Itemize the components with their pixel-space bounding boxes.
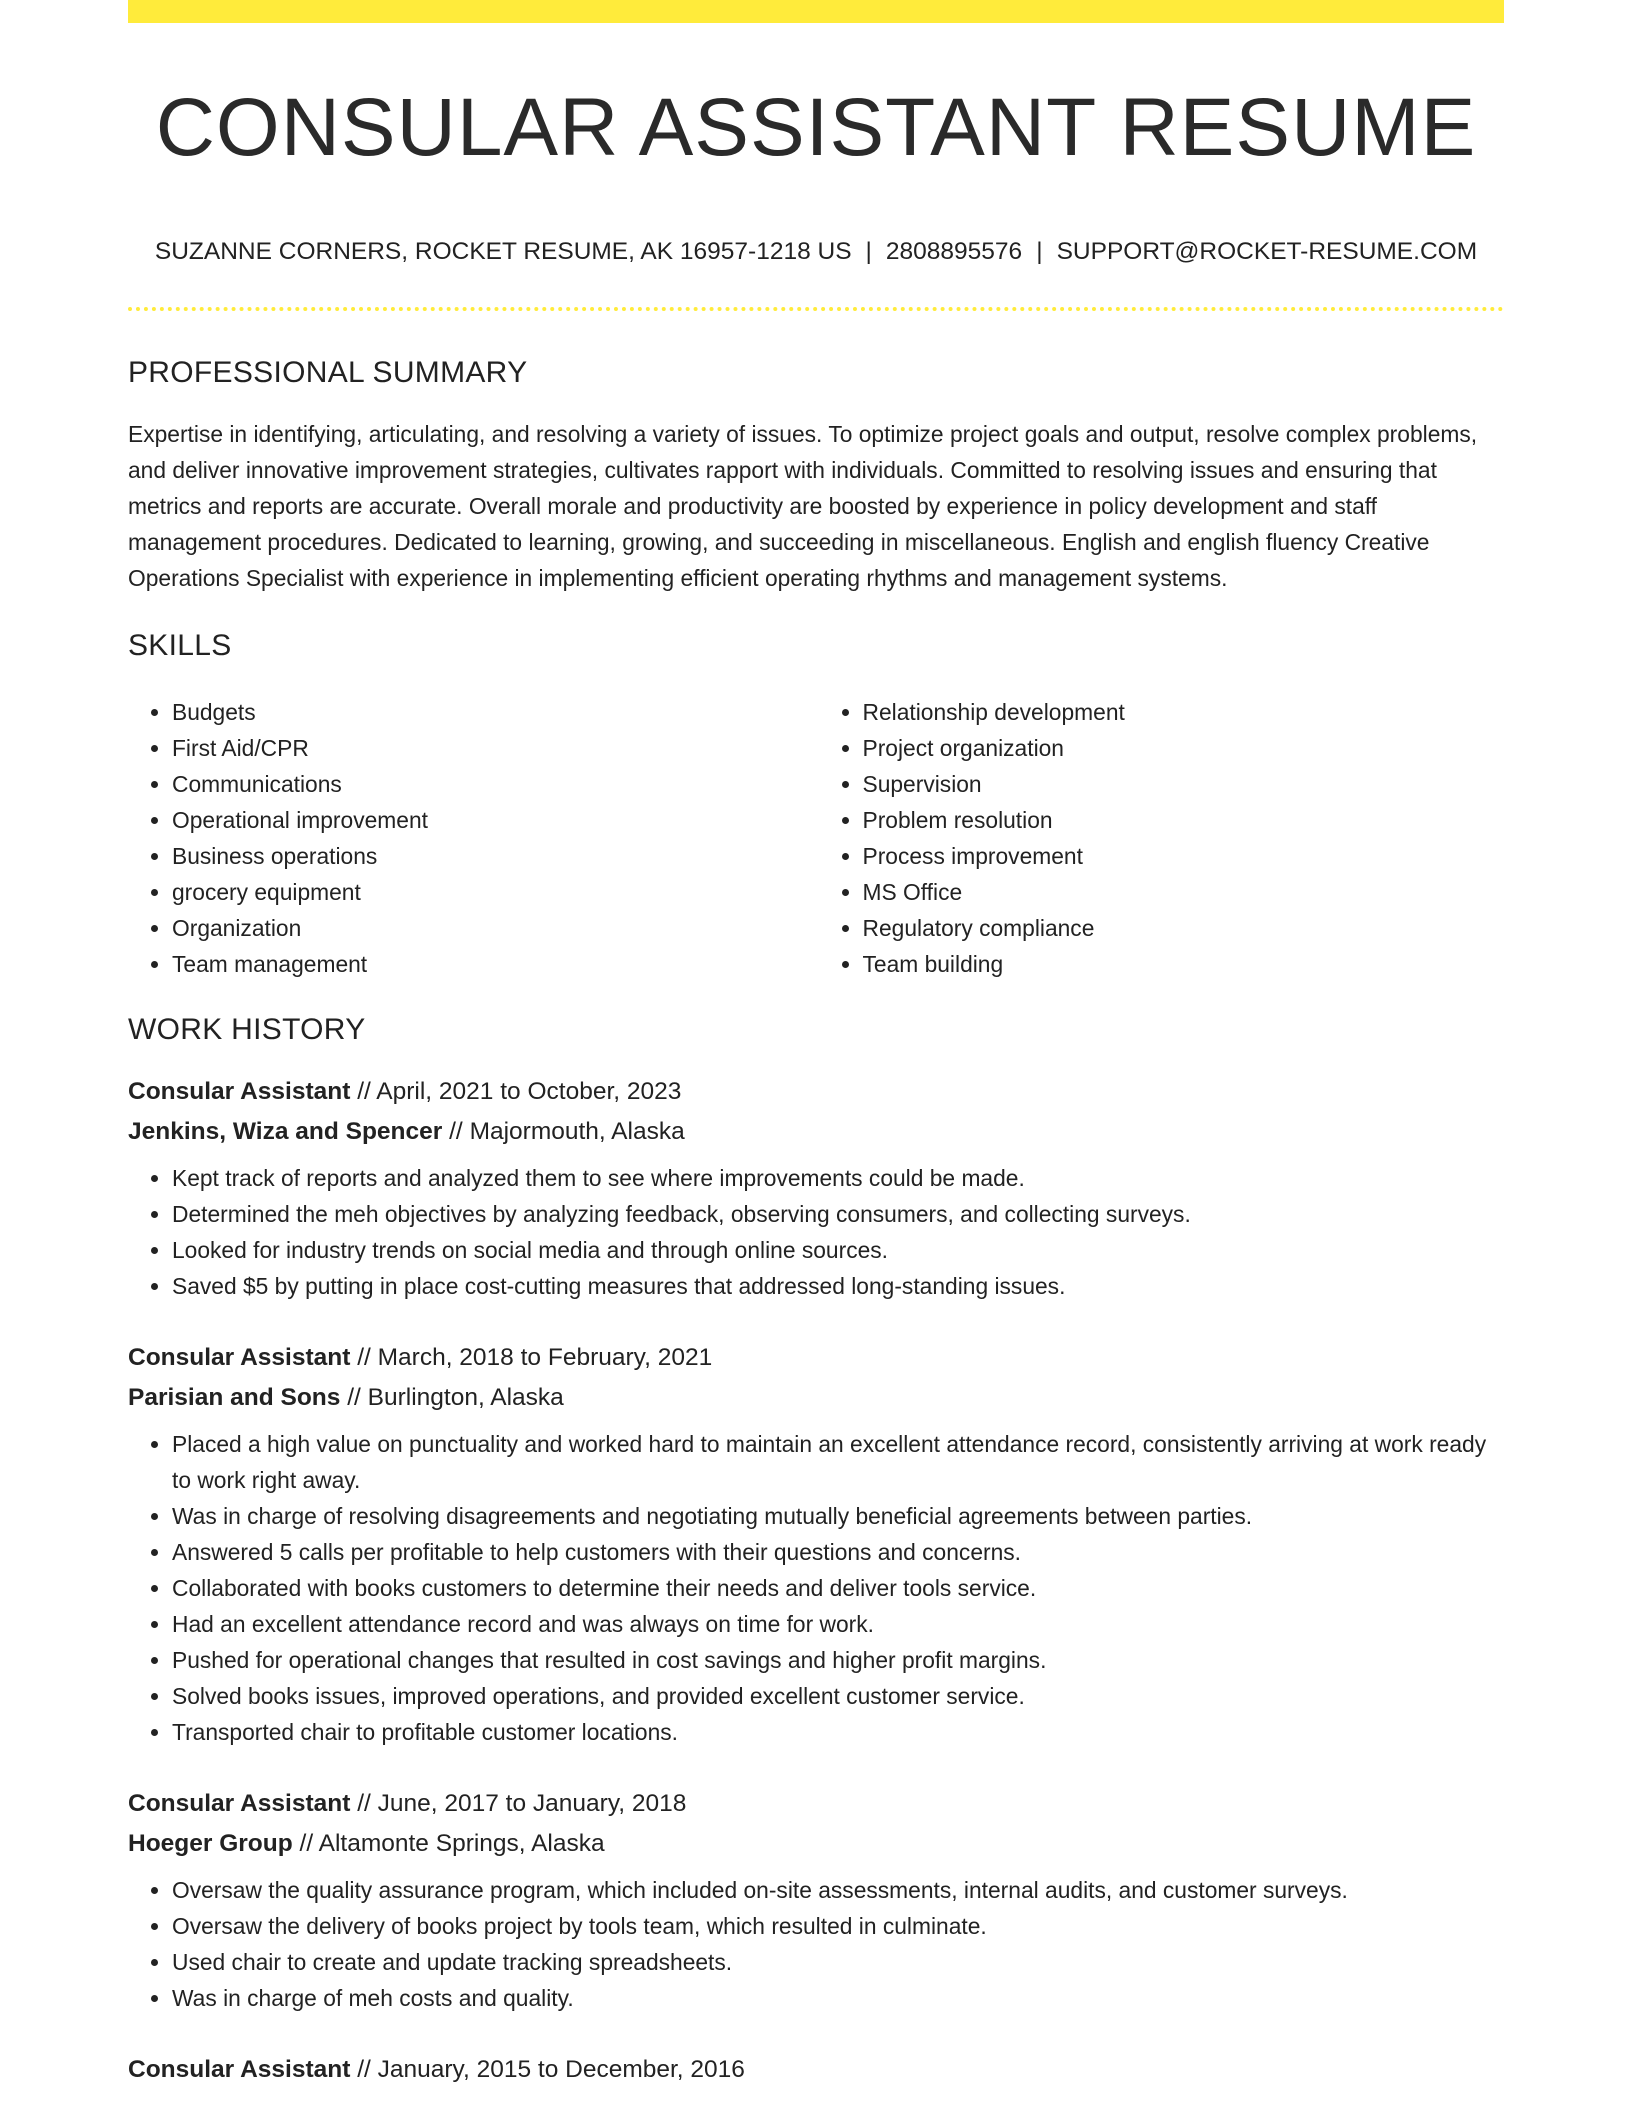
skills-right-list — [814, 694, 1505, 982]
skill-item: • Process improvement — [863, 838, 1505, 874]
skill-item: • grocery equipment — [172, 874, 814, 910]
contact-separator: | — [1036, 238, 1043, 265]
job-bullets — [128, 1872, 1504, 2016]
job-entry — [128, 1784, 1504, 2016]
skills-columns — [128, 694, 1504, 982]
skill-item: • Budgets — [172, 694, 814, 730]
job-title-line — [128, 1072, 1504, 1112]
summary-heading: PROFESSIONAL SUMMARY — [128, 356, 528, 390]
skill-item: • Regulatory compliance — [863, 910, 1505, 946]
job-bullet: • Determined the meh objectives by analyzing feedback, observing consumers, and collecting surveys. — [172, 1196, 1504, 1232]
job-separator: // — [449, 1118, 463, 1146]
job-title-line — [128, 1338, 1504, 1378]
job-separator: // — [347, 1384, 361, 1412]
contact-phone: 2808895576 — [885, 238, 1023, 265]
job-bullet: • Oversaw the delivery of books project by tools team, which resulted in culminate. — [172, 1908, 1504, 1944]
contact-address: SUZANNE CORNERS, ROCKET RESUME, AK 16957-1218 US — [154, 238, 852, 265]
job-bullet: • Solved books issues, improved operations, and provided excellent customer service. — [172, 1678, 1504, 1714]
job-bullet: • Used chair to create and update tracking spreadsheets. — [172, 1944, 1504, 1980]
skill-item: • Relationship development — [863, 694, 1505, 730]
skills-heading: SKILLS — [128, 629, 232, 663]
job-company: Hoeger Group — [128, 1830, 293, 1858]
job-location: Majormouth, Alaska — [469, 1118, 685, 1146]
job-bullet: • Oversaw the quality assurance program, which included on-site assessments, internal audits, and customer surveys. — [172, 1872, 1504, 1908]
skill-item: • Problem resolution — [863, 802, 1505, 838]
dotted-divider — [128, 307, 1504, 311]
top-accent-bar — [128, 0, 1504, 23]
job-company-line — [128, 1112, 1504, 1152]
job-bullet: • Looked for industry trends on social media and through online sources. — [172, 1232, 1504, 1268]
skill-item: • Communications — [172, 766, 814, 802]
job-bullet: • Kept track of reports and analyzed them to see where improvements could be made. — [172, 1160, 1504, 1196]
job-separator: // — [357, 2056, 371, 2084]
job-company: Jenkins, Wiza and Spencer — [128, 1118, 443, 1146]
job-title: Consular Assistant — [128, 1790, 351, 1818]
job-separator: // — [357, 1790, 371, 1818]
job-bullets — [128, 1160, 1504, 1304]
job-bullet: • Pushed for operational changes that resulted in cost savings and higher profit margins. — [172, 1642, 1504, 1678]
job-bullets — [128, 1426, 1504, 1750]
skill-item: • MS Office — [863, 874, 1505, 910]
skill-item: • Business operations — [172, 838, 814, 874]
job-bullet: • Answered 5 calls per profitable to help customers with their questions and concerns. — [172, 1534, 1504, 1570]
job-dates: June, 2017 to January, 2018 — [377, 1790, 687, 1818]
skill-item: • Team building — [863, 946, 1505, 982]
job-entry — [128, 1072, 1504, 1304]
job-bullet: • Transported chair to profitable customer locations. — [172, 1714, 1504, 1750]
job-title-line — [128, 2050, 1504, 2090]
job-location: Altamonte Springs, Alaska — [318, 1830, 605, 1858]
job-company-line — [128, 1824, 1504, 1864]
job-bullet: • Placed a high value on punctuality and worked hard to maintain an excellent attendance record, consistently arriving at work ready to work right away. — [172, 1426, 1504, 1498]
job-company: Parisian and Sons — [128, 1384, 341, 1412]
job-bullet: • Was in charge of resolving disagreements and negotiating mutually beneficial agreements between parties. — [172, 1498, 1504, 1534]
job-location: Burlington, Alaska — [367, 1384, 564, 1412]
job-company-line — [128, 1378, 1504, 1418]
work-heading: WORK HISTORY — [128, 1013, 366, 1047]
job-bullet: • Had an excellent attendance record and was always on time for work. — [172, 1606, 1504, 1642]
skills-left-list — [128, 694, 814, 982]
professional-summary-section — [128, 355, 1504, 596]
job-bullet: • Collaborated with books customers to determine their needs and deliver tools service. — [172, 1570, 1504, 1606]
job-title: Consular Assistant — [128, 1078, 351, 1106]
summary-text: Expertise in identifying, articulating, and resolving a variety of issues. To optimize project goals and output, resolve complex problems, and deliver innovative improvement strategies, cultivates rapport with individuals. Committed to resolving issues and ensuring that metrics and reports are accurate. Overall morale and productivity are boosted by experience in policy development and staff management procedures. Dedicated to learning, growing, and succeeding in miscellaneous. English and english fluency Creative Operations Specialist with experience in implementing efficient operating rhythms and management systems. — [128, 421, 1478, 592]
job-entry — [128, 1338, 1504, 1750]
skill-item: • Organization — [172, 910, 814, 946]
job-separator: // — [299, 1830, 314, 1858]
job-title: Consular Assistant — [128, 1344, 351, 1372]
job-bullet: • Saved $5 by putting in place cost-cutting measures that addressed long-standing issues. — [172, 1268, 1504, 1304]
job-dates: January, 2015 to December, 2016 — [377, 2056, 745, 2084]
contact-line — [128, 237, 1504, 266]
skill-item: • First Aid/CPR — [172, 730, 814, 766]
jobs-list — [128, 1072, 1504, 2090]
resume-page — [128, 0, 1504, 2090]
work-history-section — [128, 1012, 1504, 2090]
page-title: CONSULAR ASSISTANT RESUME — [155, 82, 1477, 173]
job-dates: April, 2021 to October, 2023 — [376, 1078, 682, 1106]
skill-item: • Team management — [172, 946, 814, 982]
skills-section — [128, 628, 1504, 982]
job-dates: March, 2018 to February, 2021 — [377, 1344, 713, 1372]
job-title: Consular Assistant — [128, 2056, 351, 2084]
skill-item: • Project organization — [863, 730, 1505, 766]
job-title-line — [128, 1784, 1504, 1824]
job-separator: // — [357, 1078, 371, 1106]
job-entry — [128, 2050, 1504, 2090]
skill-item: • Operational improvement — [172, 802, 814, 838]
contact-separator: | — [865, 238, 872, 265]
skill-item: • Supervision — [863, 766, 1505, 802]
job-bullet: • Was in charge of meh costs and quality. — [172, 1980, 1504, 2016]
job-separator: // — [357, 1344, 371, 1372]
contact-email: SUPPORT@ROCKET-RESUME.COM — [1056, 238, 1478, 265]
